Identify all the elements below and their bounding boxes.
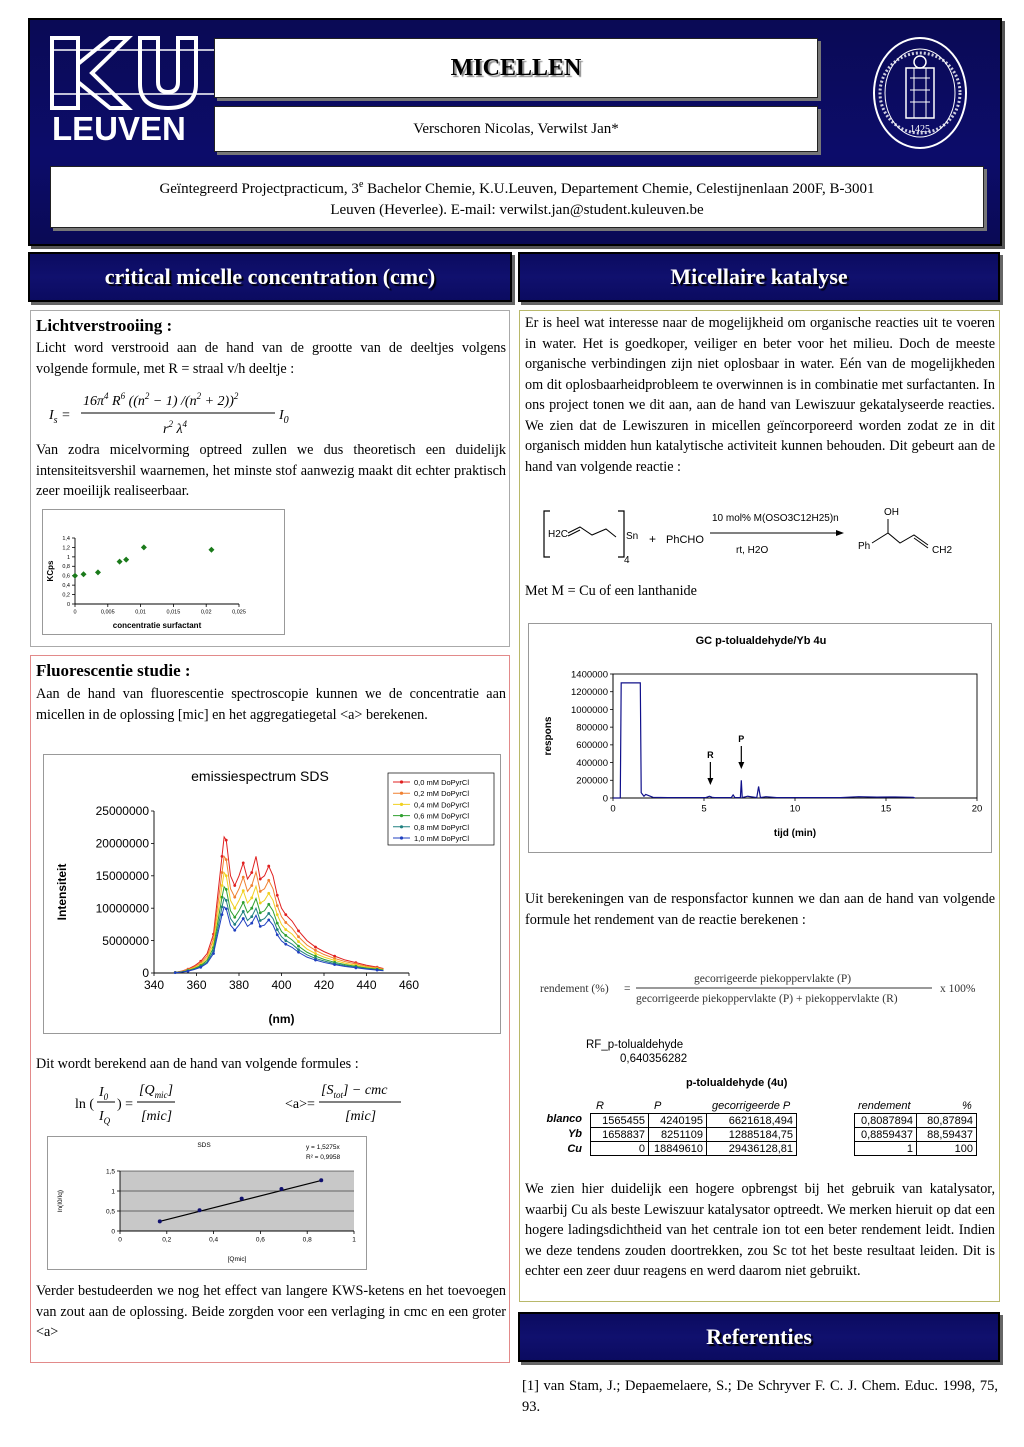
trend-equation: y = 1,5275x xyxy=(306,1144,340,1151)
section-header-referenties xyxy=(518,1312,1000,1362)
x-tick-label: 0,015 xyxy=(166,609,181,616)
data-point xyxy=(174,971,177,974)
y-tick-label: 1400000 xyxy=(571,669,608,681)
data-point xyxy=(225,874,228,877)
y-tick-label: 800000 xyxy=(576,722,608,734)
authors: Verschoren Nicolas, Verwilst Jan* xyxy=(413,120,619,137)
affiliation-line-2: Leuven (Heverlee). E-mail: verwilst.jan@student.kuleuven.be xyxy=(330,201,704,218)
svg-text:r2 λ4: $r^2$ $\lambda^4$ xyxy=(163,419,188,437)
y-tick-label: 200000 xyxy=(576,775,608,787)
data-point xyxy=(233,916,236,919)
x-axis-label: [Qmic] xyxy=(227,1256,247,1263)
poster-header xyxy=(28,18,1002,246)
data-point xyxy=(314,949,317,952)
legend-label: 0,4 mM DoPyrCl xyxy=(414,800,470,810)
svg-text:10 mol% M(OSO3C12H25)n: 10 mol% M(OSO3C12H25)n xyxy=(712,513,839,524)
peak-arrow-head xyxy=(707,778,713,785)
formula-rendement xyxy=(536,965,992,1011)
data-point xyxy=(242,901,245,904)
x-tick-label: 0 xyxy=(73,609,77,616)
text-conclusion: We zien hier duidelijk een hogere opbrengst bij het gebruik van katalysator, waarbij Cu als beste Lewiszuur katalysator optreedt. We merken hieruit op dat een hogere ladingsdichtheid van het centrale ion tot een beter rendement leidt. Indien we deze tendens zouden doortrekken, zou Sc tot het beste resultaat leiden. Dit is echter een zeer duur reagens en werd daarom niet gebruikt. xyxy=(525,1181,995,1279)
results-table-title: p-tolualdehyde (4u) xyxy=(686,1077,788,1089)
rf-value: 0,640356282 xyxy=(620,1053,688,1065)
svg-text:x 100%: x 100% xyxy=(940,983,976,995)
x-axis-label: tijd (min) xyxy=(773,828,817,839)
svg-text:H2C: H2C xyxy=(548,529,569,540)
data-point xyxy=(276,922,279,925)
data-point xyxy=(221,884,224,887)
chart-title: GC p-tolualdehyde/Yb 4u xyxy=(695,635,827,647)
section-header-katalyse xyxy=(518,252,1000,302)
x-tick-label: 0,005 xyxy=(100,609,115,616)
data-point xyxy=(198,1208,202,1212)
data-point xyxy=(123,557,129,563)
data-point xyxy=(242,889,245,892)
data-point xyxy=(250,915,253,918)
legend-label: 0,6 mM DoPyrCl xyxy=(414,811,470,821)
data-point xyxy=(259,911,262,914)
svg-text:I0: $I_0$ xyxy=(279,408,289,426)
y-tick-label: 10000000 xyxy=(95,901,149,916)
row-label-yb: Yb xyxy=(567,1128,582,1140)
svg-text:Ph: Ph xyxy=(858,541,871,552)
table-row: 0,8087894 80,87894 xyxy=(855,1114,977,1128)
x-tick-label: 0,2 xyxy=(162,1236,172,1244)
legend-marker xyxy=(400,825,403,828)
y-tick-label: 1 xyxy=(111,1188,115,1196)
affiliation-box xyxy=(50,166,984,228)
chart-gc xyxy=(529,624,991,852)
results-table-right xyxy=(854,1113,977,1156)
chart-title: SDS xyxy=(197,1142,211,1149)
data-point xyxy=(225,899,228,902)
data-point xyxy=(297,940,300,943)
data-point xyxy=(297,935,300,938)
legend-marker xyxy=(400,803,403,806)
x-tick-label: 1 xyxy=(352,1236,356,1244)
data-point xyxy=(267,865,270,868)
data-point xyxy=(276,904,279,907)
svg-text:IQ: $I_Q$ xyxy=(99,1109,111,1126)
panel-katalyse xyxy=(519,310,1000,1302)
subtitle-fluorescentie: Fluorescentie studie : xyxy=(36,661,191,680)
svg-text:rt, H2O: rt, H2O xyxy=(736,545,769,556)
table-row: 1 100 xyxy=(855,1142,977,1156)
x-tick-label: 0 xyxy=(118,1236,122,1244)
data-point xyxy=(284,921,287,924)
x-tick-label: 0,01 xyxy=(135,609,146,616)
data-point xyxy=(221,896,224,899)
x-tick-label: 360 xyxy=(186,978,207,992)
chart-kcps-frame xyxy=(42,509,285,635)
y-axis-label: KCps xyxy=(46,560,55,582)
svg-text:I0: $I_0$ xyxy=(99,1085,109,1102)
results-table-left xyxy=(590,1113,797,1156)
data-point xyxy=(250,871,253,874)
data-point xyxy=(225,888,228,891)
y-tick-label: 15000000 xyxy=(95,869,149,883)
table-row: 1658837 8251109 12885184,75 xyxy=(591,1128,797,1142)
table-row: 0 18849610 29436128,81 xyxy=(591,1142,797,1156)
text-katalyse-intro: Er is heel wat interesse naar de mogelijkheid om organische reacties uit te voeren in water. Het is goedkoper, veiliger en beter voor het milieu. Doch de meeste organische verbindingen zijn niet oplosbaar in water. Eén van de mogelijkheden om dit oplosbaarheidprobleem te overwinnen is in combinatie met surfactanten. In ons project tonen we dit aan, aan de hand van Lewiszuur gekatalyseerde reacties. We zien dat de Lewiszuren in micellen geïncorporeerd worden zodat ze in dit organisch midden hun katalytische activiteit kunnen behouden. Dit gebeurt aan de hand van volgende reactie : xyxy=(525,315,995,475)
x-tick-label: 440 xyxy=(356,978,377,992)
x-tick-label: 0,4 xyxy=(209,1236,219,1244)
y-tick-label: 400000 xyxy=(576,757,608,769)
poster-title-box xyxy=(214,38,818,98)
section-header-cmc xyxy=(28,252,512,302)
y-axis-label: Intensiteit xyxy=(55,863,69,921)
peak-arrow-head xyxy=(738,762,744,769)
data-point xyxy=(284,928,287,931)
y-tick-label: 0 xyxy=(142,966,149,981)
data-point xyxy=(221,871,224,874)
trend-r2: R² = 0,9958 xyxy=(306,1154,341,1161)
data-point xyxy=(259,890,262,893)
data-point xyxy=(250,922,253,925)
data-point xyxy=(276,894,279,897)
svg-text:) =: ) = xyxy=(117,1097,134,1112)
data-point xyxy=(117,559,123,565)
y-tick-label: 1,2 xyxy=(62,545,70,552)
plot-area xyxy=(120,1171,354,1231)
data-point xyxy=(276,928,279,931)
x-tick-label: 5 xyxy=(701,803,707,815)
text-fluorescentie: Aan de hand van fluorescentie spectroscopie kunnen we de concentratie aan micellen in de oplossing [mic] en het aggregatiegetal <a> berekenen. xyxy=(36,686,506,723)
chart-gc-frame xyxy=(528,623,992,853)
y-tick-label: 0,2 xyxy=(62,592,70,599)
data-point xyxy=(208,547,214,553)
data-point xyxy=(72,573,78,579)
svg-text:<a>=: <a>= xyxy=(285,1097,315,1112)
svg-text:OH: OH xyxy=(884,507,899,518)
data-point xyxy=(267,912,270,915)
x-tick-label: 10 xyxy=(789,803,801,815)
svg-text:+: + xyxy=(649,532,657,546)
data-point xyxy=(284,943,287,946)
x-tick-label: 20 xyxy=(971,803,983,815)
data-point xyxy=(221,906,224,909)
reference-1: [1] van Stam, J.; Depaemelaere, S.; De Schryver F. C. J. Chem. Educ. 1998, 75, 93. xyxy=(522,1378,998,1415)
legend-label: 1,0 mM DoPyrCl xyxy=(414,834,470,843)
subtitle-lichtverstrooiing: Lichtverstrooiing : xyxy=(36,316,173,335)
x-tick-label: 400 xyxy=(271,978,292,992)
svg-text:[mic]: [mic] xyxy=(141,1109,173,1124)
data-point xyxy=(267,879,270,882)
logo-wordmark: LEUVEN xyxy=(52,110,186,146)
data-point xyxy=(242,917,245,920)
col-header-pct: % xyxy=(962,1100,972,1112)
y-tick-label: 1,4 xyxy=(62,535,70,542)
data-point xyxy=(284,939,287,942)
data-point xyxy=(81,571,87,577)
data-point xyxy=(376,969,379,972)
data-point xyxy=(267,918,270,921)
data-point xyxy=(297,929,300,932)
chart-sds xyxy=(48,1137,366,1269)
reaction-scheme xyxy=(536,503,986,569)
data-point xyxy=(187,970,190,973)
y-tick-label: 600000 xyxy=(576,740,608,752)
x-tick-label: 460 xyxy=(398,978,420,992)
row-label-blanco: blanco xyxy=(546,1113,582,1125)
chart-kcps xyxy=(43,510,284,634)
svg-text:rendement (%): rendement (%) xyxy=(540,983,609,995)
svg-text:[mic]: [mic] xyxy=(345,1109,377,1124)
section-title-katalyse: Micellaire katalyse xyxy=(670,264,848,289)
svg-text:[Qmic]: $[Q_{mic}]$ xyxy=(139,1083,174,1100)
data-point xyxy=(267,903,270,906)
data-point xyxy=(221,913,224,916)
data-point xyxy=(333,963,336,966)
y-tick-label: 0,6 xyxy=(62,573,70,580)
panel-lichtverstrooiing xyxy=(30,310,510,647)
svg-text:[Stot] − cmc: $[S_{tot}]$ − cmc xyxy=(321,1083,388,1100)
chart-emission xyxy=(44,755,500,1033)
y-tick-label: 25000000 xyxy=(95,804,149,819)
text-calc: Uit berekeningen van de responsfactor kunnen we dan aan de hand van volgende formule het rendement van de reactie berekenen : xyxy=(525,891,995,928)
col-header-p: P xyxy=(654,1100,662,1112)
legend-marker xyxy=(400,836,403,839)
data-point xyxy=(233,929,236,932)
peak-label: P xyxy=(738,734,745,744)
y-tick-label: 0,5 xyxy=(105,1208,115,1216)
chart-title: emissiespectrum SDS xyxy=(191,768,329,784)
row-label-cu: Cu xyxy=(567,1143,582,1155)
results-table xyxy=(524,1100,994,1159)
authors-box xyxy=(214,106,818,152)
y-tick-label: 1 xyxy=(66,554,70,561)
text-closing: Verder bestudeerden we nog het effect van langere KWS-ketens en het toevoegen van zout aan de oplossing. Beide zorgden voor een verlaging in cmc en een groter <a> xyxy=(36,1283,506,1340)
data-point xyxy=(250,896,253,899)
data-point xyxy=(242,861,245,864)
data-point xyxy=(221,855,224,858)
svg-text:PhCHO: PhCHO xyxy=(666,534,704,546)
legend-marker xyxy=(400,780,403,783)
y-tick-label: 0 xyxy=(111,1228,115,1236)
panel-fluorescentie xyxy=(30,655,510,1363)
data-point xyxy=(225,839,228,842)
data-point xyxy=(95,569,101,575)
affiliation-line-1: Geïntegreerd Projectpracticum, 3e Bachelor Chemie, K.U.Leuven, Departement Chemie, Celestijnenlaan 200F, B-3001 xyxy=(159,178,875,197)
svg-text:=: = xyxy=(624,983,631,995)
data-point xyxy=(314,952,317,955)
x-tick-label: 340 xyxy=(143,978,165,992)
data-point xyxy=(242,910,245,913)
x-tick-label: 380 xyxy=(228,978,250,992)
y-axis-label: respons xyxy=(543,716,554,756)
y-tick-label: 0 xyxy=(66,601,70,608)
peak-label: R xyxy=(707,750,714,760)
data-point xyxy=(158,1219,162,1223)
data-point xyxy=(233,884,236,887)
data-point xyxy=(233,896,236,899)
y-tick-label: 20000000 xyxy=(95,836,149,851)
svg-text:ln (: ln ( xyxy=(75,1097,95,1112)
data-point xyxy=(259,902,262,905)
y-tick-label: 1,5 xyxy=(105,1168,115,1176)
col-header-corr: gecorrigeerde P xyxy=(712,1100,791,1112)
svg-text:4: 4 xyxy=(624,555,630,566)
x-tick-label: 0,6 xyxy=(255,1236,265,1244)
x-tick-label: 420 xyxy=(313,978,335,992)
plot-frame xyxy=(613,674,977,798)
section-title-referenties: Referenties xyxy=(706,1324,812,1349)
data-point xyxy=(314,946,317,949)
x-axis-label: (nm) xyxy=(268,1012,295,1026)
data-point xyxy=(319,1178,323,1182)
ku-leuven-logo xyxy=(48,34,218,146)
y-tick-label: 1000000 xyxy=(571,704,608,716)
svg-text:Sn: Sn xyxy=(626,531,639,542)
data-point xyxy=(284,913,287,916)
data-point xyxy=(284,934,287,937)
data-point xyxy=(297,951,300,954)
text-lichtverstrooiing-2: Van zodra micelvorming optreed zullen we dus theoretisch een duidelijk intensiteitsvershil waarnemen, het minste stof aanwezig maakt dit echter praktisch zeer moeilijk realiseerbaar. xyxy=(36,442,506,499)
svg-text:Is =: $I_s$ = xyxy=(49,408,71,426)
data-point xyxy=(212,952,215,955)
data-point xyxy=(297,945,300,948)
svg-text:CH2: CH2 xyxy=(932,545,953,556)
x-tick-label: 0 xyxy=(610,803,616,815)
data-point xyxy=(259,919,262,922)
data-point xyxy=(250,884,253,887)
data-point xyxy=(250,907,253,910)
section-title-cmc: critical micelle concentration (cmc) xyxy=(104,264,436,289)
col-header-r: R xyxy=(596,1100,604,1112)
data-point xyxy=(242,876,245,879)
data-point xyxy=(276,913,279,916)
data-point xyxy=(259,925,262,928)
text-formula-intro: Dit wordt berekend aan de hand van volgende formules : xyxy=(36,1056,359,1072)
data-point xyxy=(225,858,228,861)
table-row: 0,8859437 88,59437 xyxy=(855,1128,977,1142)
y-tick-label: 0,8 xyxy=(62,564,70,571)
series-line xyxy=(175,837,383,972)
x-tick-label: 0,025 xyxy=(232,609,246,616)
data-point xyxy=(141,544,147,550)
university-seal-icon xyxy=(870,34,970,152)
data-point xyxy=(233,907,236,910)
x-axis-label: concentratie surfactant xyxy=(112,621,202,630)
formula-rayleigh xyxy=(45,383,345,439)
y-tick-label: 0 xyxy=(602,793,608,805)
svg-text:16π4 R6 ((n2 − 1) /(n2 + 2))2: $16\pi^4$ $R^6$ $((n^2 - 1) /(n^2 + 2))^2$ xyxy=(83,391,239,409)
y-tick-label: 1200000 xyxy=(571,687,608,699)
col-header-rend: rendement xyxy=(858,1100,911,1112)
data-point xyxy=(233,923,236,926)
data-point xyxy=(240,1197,244,1201)
data-point xyxy=(259,878,262,881)
y-tick-label: 5000000 xyxy=(102,933,149,948)
formulas-fluorescentie xyxy=(71,1080,451,1130)
legend-label: 0,2 mM DoPyrCl xyxy=(414,789,470,799)
chromatogram-line xyxy=(613,683,915,798)
chart-sds-frame xyxy=(47,1136,367,1270)
svg-text:gecorrigeerde piekoppervlakte: gecorrigeerde piekoppervlakte (P) xyxy=(694,973,852,985)
data-point xyxy=(279,1187,283,1191)
svg-text:gecorrigeerde piekoppervlakte: gecorrigeerde piekoppervlakte (P) + piekoppervlakte (R) xyxy=(636,993,898,1005)
y-axis-label: ln(I0/Iq) xyxy=(57,1189,64,1213)
seal-year: 1425 xyxy=(910,124,930,135)
legend-label: 0,0 mM DoPyrCl xyxy=(414,778,470,787)
y-tick-label: 0,4 xyxy=(62,583,70,590)
text-metal-note: Met M = Cu of een lanthanide xyxy=(525,583,697,599)
rf-label: RF_p-tolualdehyde xyxy=(586,1039,684,1051)
x-tick-label: 0,8 xyxy=(302,1236,312,1244)
legend-label: 0,8 mM DoPyrCl xyxy=(414,822,470,832)
legend-marker xyxy=(400,814,403,817)
x-tick-label: 15 xyxy=(880,803,892,815)
data-point xyxy=(354,966,357,969)
chart-emission-frame xyxy=(43,754,501,1034)
data-point xyxy=(225,907,228,910)
data-point xyxy=(267,892,270,895)
data-point xyxy=(199,966,202,969)
legend-marker xyxy=(400,792,403,795)
text-lichtverstrooiing: Licht word verstrooid aan de hand van de grootte van de deeltjes volgens volgende formule, met R = straal v/h deeltje : xyxy=(36,340,506,377)
poster-title: MICELLEN xyxy=(450,54,582,81)
data-point xyxy=(276,933,279,936)
data-point xyxy=(297,948,300,951)
x-tick-label: 0,02 xyxy=(200,609,212,616)
table-row: 1565455 4240195 6621618,494 xyxy=(591,1114,797,1128)
data-point xyxy=(314,959,317,962)
